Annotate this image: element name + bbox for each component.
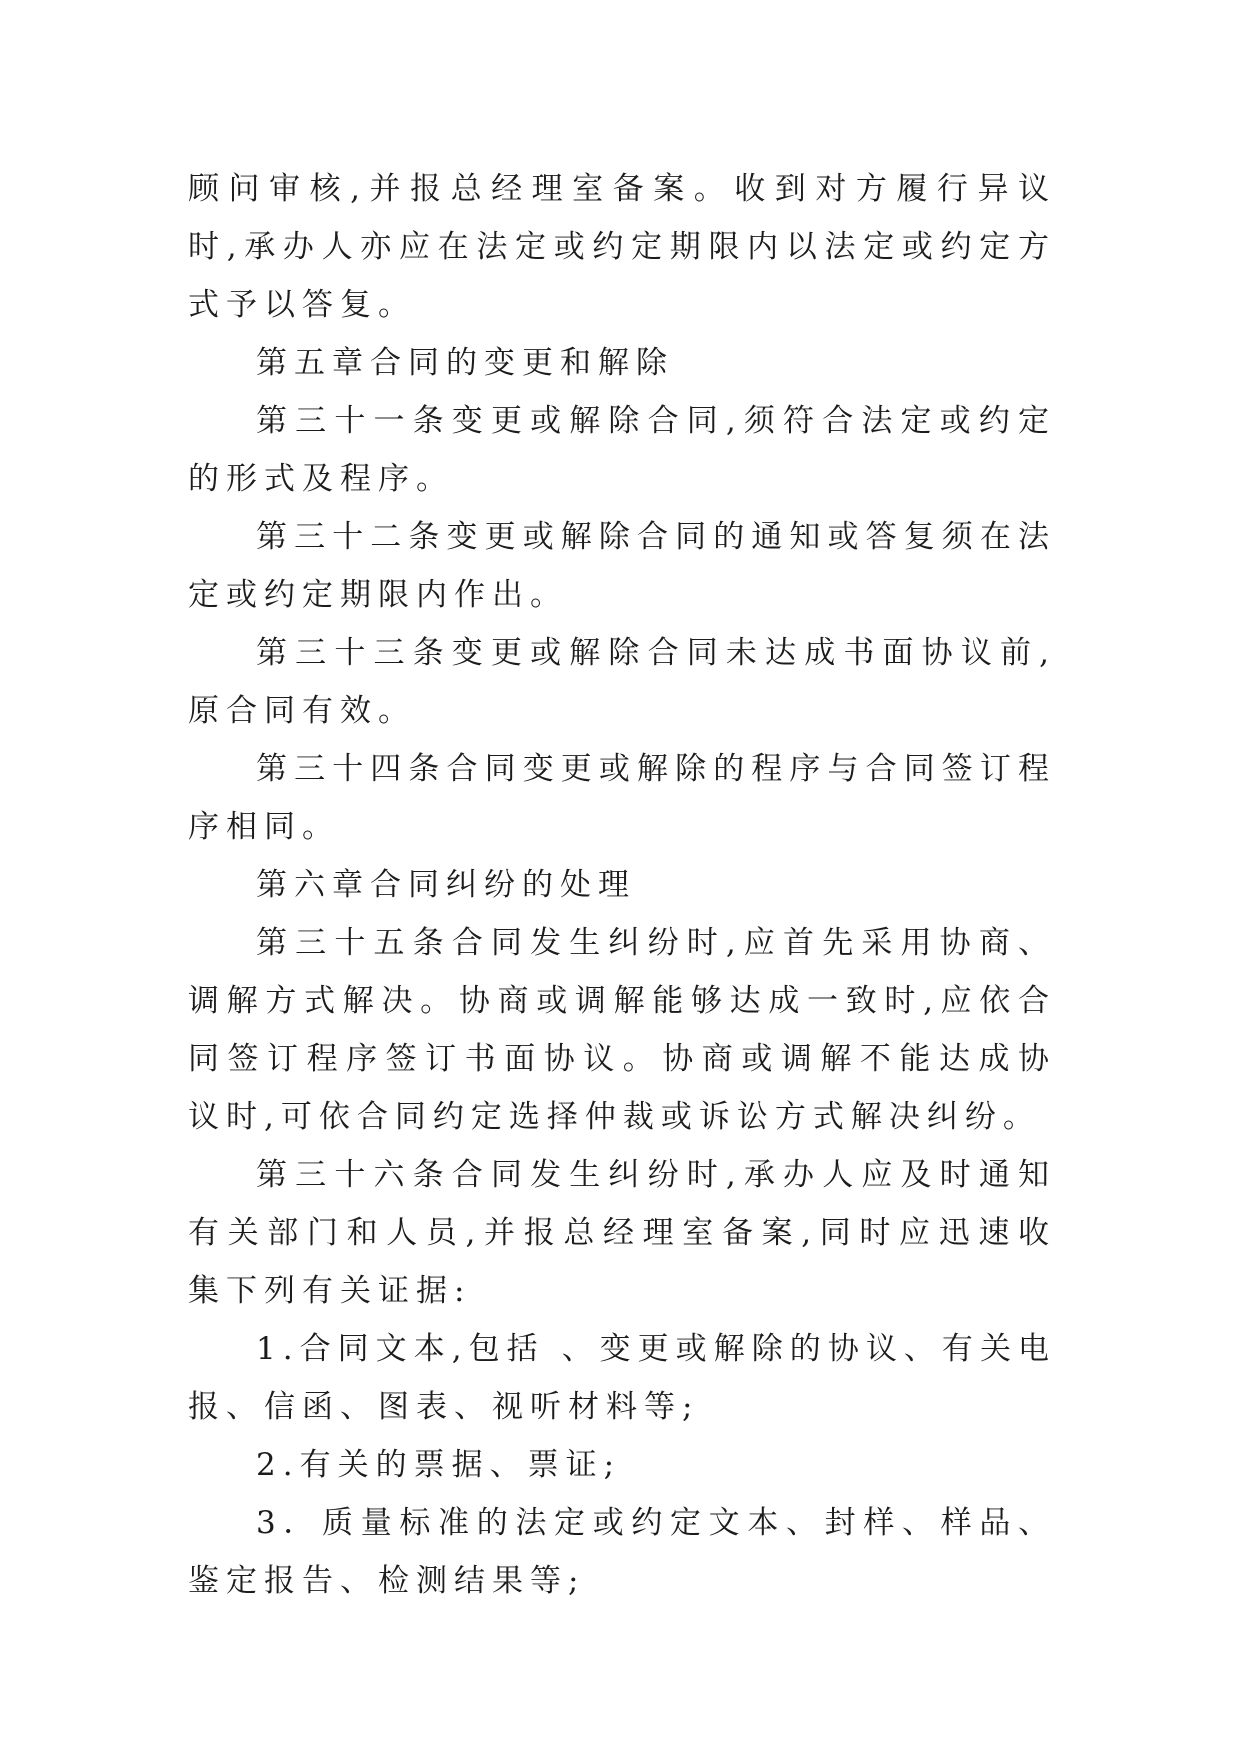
document-body — [188, 160, 1056, 1610]
article-32: 第三十二条变更或解除合同的通知或答复须在法定或约定期限内作出。 — [188, 519, 1056, 613]
article-31: 第三十一条变更或解除合同,须符合法定或约定的形式及程序。 — [188, 403, 1056, 497]
chapter-heading-5: 第五章合同的变更和解除 — [256, 345, 674, 381]
article-35: 第三十五条合同发生纠纷时,应首先采用协商、调解方式解决。协商或调解能够达成一致时,应依合同签订程序签订书面协议。协商或调解不能达成协议时,可依合同约定选择仲裁或诉讼方式解决纠纷。 — [188, 925, 1056, 1135]
list-item-2: 2.有关的票据、票证; — [256, 1447, 622, 1483]
list-item-3: 3．质量标准的法定或约定文本、封样、样品、鉴定报告、检测结果等; — [188, 1505, 1056, 1599]
article-33: 第三十三条变更或解除合同未达成书面协议前,原合同有效。 — [188, 635, 1056, 729]
chapter-heading-6: 第六章合同纠纷的处理 — [256, 867, 636, 903]
list-item-1: 1.合同文本,包括 、变更或解除的协议、有关电报、信函、图表、视听材料等; — [188, 1331, 1056, 1425]
paragraph-continuation: 顾问审核,并报总经理室备案。收到对方履行异议时,承办人亦应在法定或约定期限内以法定或约定方式予以答复。 — [188, 171, 1056, 323]
article-34: 第三十四条合同变更或解除的程序与合同签订程序相同。 — [188, 751, 1056, 845]
article-36: 第三十六条合同发生纠纷时,承办人应及时通知有关部门和人员,并报总经理室备案,同时应迅速收集下列有关证据: — [188, 1157, 1056, 1309]
